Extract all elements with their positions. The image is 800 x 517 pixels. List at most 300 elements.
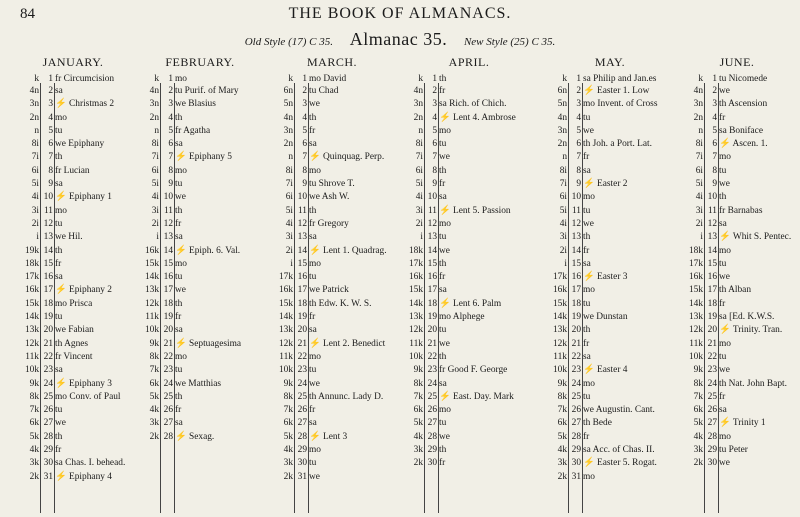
column-rule [718, 83, 719, 513]
day-number: 12 [707, 218, 717, 229]
moon-letter: 6k [283, 418, 293, 429]
day-number: 2 [48, 86, 53, 96]
moon-letter: k [288, 74, 293, 84]
day-entry: we [309, 378, 320, 389]
moon-letter: 9k [693, 365, 703, 376]
day-number: 8 [302, 165, 307, 176]
moon-letter: 5i [285, 205, 293, 216]
day-row [406, 417, 542, 430]
day-entry: tu [55, 125, 63, 136]
moon-letter: 13k [144, 285, 159, 296]
day-row [22, 231, 134, 244]
day-row [406, 245, 542, 258]
day-number: 7 [168, 152, 173, 163]
day-number: 16 [707, 272, 717, 283]
day-number: 18 [571, 298, 581, 309]
day-entry: th [55, 152, 63, 163]
day-number: 13 [707, 232, 717, 243]
moon-letter: 7k [693, 391, 703, 402]
day-entry: mo [583, 192, 595, 203]
day-number: 26 [571, 405, 581, 416]
day-entry: mo [175, 74, 187, 84]
day-number: 13 [297, 232, 307, 243]
day-number: 16 [163, 272, 173, 283]
day-entry: fr Barnabas [719, 205, 763, 216]
moon-letter: 16k [688, 272, 703, 283]
moon-letter: 6k [413, 405, 423, 416]
day-entry: we Patrick [309, 285, 349, 296]
day-entry: th Agnes [55, 338, 89, 349]
day-row [550, 471, 680, 484]
day-entry: tu [55, 405, 63, 416]
day-entry: fr [719, 112, 726, 123]
moon-letter: 7i [695, 152, 703, 163]
moon-letter: i [36, 232, 39, 243]
day-entry: tu [175, 272, 183, 283]
day-row [686, 324, 798, 337]
day-entry: tu Chad [309, 86, 339, 96]
moon-letter: 3k [557, 458, 567, 469]
day-row [22, 284, 134, 297]
day-row [22, 98, 134, 111]
day-entry: we Epiphany [55, 139, 105, 150]
moon-letter: k [562, 74, 567, 84]
day-row [22, 364, 134, 377]
day-entry: we [55, 418, 66, 429]
day-number: 19 [43, 312, 53, 323]
day-number: 3 [432, 99, 437, 110]
day-number: 25 [707, 391, 717, 402]
day-number: 26 [163, 405, 173, 416]
day-row [22, 218, 134, 231]
moon-letter: 8i [285, 165, 293, 176]
day-row [550, 417, 680, 430]
moon-letter: 10k [688, 351, 703, 362]
day-entry: we [175, 285, 186, 296]
day-number: 20 [427, 325, 437, 336]
day-entry: fr [175, 312, 182, 323]
day-number: 30 [571, 458, 581, 469]
day-number: 14 [163, 245, 173, 256]
day-entry: fr [719, 298, 726, 309]
day-entry: fr [439, 179, 446, 190]
day-entry: th Alban [719, 285, 752, 296]
day-number: 16 [297, 272, 307, 283]
day-entry: ⚡ Lent 4. Ambrose [439, 112, 516, 123]
day-number: 22 [163, 351, 173, 362]
day-number: 12 [571, 218, 581, 229]
day-entry: sa [175, 139, 183, 150]
day-row [686, 165, 798, 178]
day-row [686, 218, 798, 231]
moon-letter: 13k [408, 312, 423, 323]
moon-letter: 2k [29, 471, 39, 482]
moon-letter: 4i [285, 218, 293, 229]
day-row [686, 151, 798, 164]
month-title: JUNE. [719, 55, 755, 69]
day-number: 24 [297, 378, 307, 389]
moon-letter: 2n [557, 139, 567, 150]
moon-letter: 4i [415, 192, 423, 203]
day-row [22, 431, 134, 444]
day-entry: fr [439, 272, 446, 283]
day-number: 8 [712, 165, 717, 176]
moon-letter: 4k [29, 445, 39, 456]
new-style-label: New Style (25) C 35. [463, 36, 556, 48]
day-row [550, 112, 680, 125]
day-number: 15 [297, 258, 307, 269]
moon-letter: 2i [415, 218, 423, 229]
day-entry: fr [583, 431, 590, 442]
moon-letter: 4k [283, 445, 293, 456]
day-number: 1 [712, 74, 717, 84]
day-entry: mo Alphege [439, 312, 485, 323]
day-row [406, 364, 542, 377]
day-row [550, 178, 680, 191]
day-row [22, 85, 134, 98]
day-entry: th Edw. K. W. S. [309, 298, 372, 309]
moon-letter: 9k [283, 378, 293, 389]
day-number: 21 [163, 338, 173, 349]
moon-letter: 17k [24, 272, 39, 283]
month-first-day [276, 73, 398, 83]
day-row [406, 205, 542, 218]
day-number: 9 [432, 179, 437, 190]
day-number: 29 [43, 445, 53, 456]
moon-letter: 5k [149, 391, 159, 402]
column-rule [438, 83, 439, 513]
day-row [406, 457, 542, 470]
day-row [22, 471, 134, 484]
moon-letter: 2k [557, 471, 567, 482]
day-entry: sa [583, 165, 591, 176]
moon-letter: i [564, 258, 567, 269]
moon-letter: 6i [151, 165, 159, 176]
day-entry: fr [439, 458, 446, 469]
moon-letter: 2n [29, 112, 39, 123]
moon-letter: k [34, 74, 39, 84]
day-entry: ⚡ Quinquag. Perp. [309, 152, 385, 163]
moon-letter: 7i [285, 179, 293, 190]
day-entry: sa Acc. of Chas. II. [583, 445, 655, 456]
day-number: 2 [302, 86, 307, 96]
day-entry: ⚡ Sexag. [175, 431, 215, 442]
moon-letter: 6k [693, 405, 703, 416]
day-entry: fr [719, 391, 726, 402]
day-number: 24 [707, 378, 717, 389]
day-number: 27 [163, 418, 173, 429]
day-number: 20 [571, 325, 581, 336]
day-number: 15 [707, 258, 717, 269]
moon-letter: 3i [285, 232, 293, 243]
day-row [406, 112, 542, 125]
moon-letter: 3i [695, 205, 703, 216]
moon-letter: 13k [552, 325, 567, 336]
day-number: 14 [571, 245, 581, 256]
moon-letter: 10k [278, 365, 293, 376]
day-number: 11 [571, 205, 581, 216]
day-number: 12 [43, 218, 53, 229]
day-number: 9 [576, 179, 581, 190]
column-rule [54, 83, 55, 513]
old-style-label: Old Style (17) C 35. [244, 36, 333, 48]
day-number: 12 [427, 218, 437, 229]
day-row [686, 378, 798, 391]
day-row [22, 125, 134, 138]
day-row [550, 444, 680, 457]
day-number: 4 [48, 112, 53, 123]
moon-letter: 2n [413, 112, 423, 123]
day-entry: mo [55, 205, 67, 216]
day-entry: we Dunstan [583, 312, 628, 323]
day-number: 18 [427, 298, 437, 309]
day-row [406, 191, 542, 204]
day-row [686, 85, 798, 98]
day-entry: fr [309, 125, 316, 136]
almanac-title-line [0, 29, 800, 50]
day-row [22, 351, 134, 364]
day-row [550, 245, 680, 258]
day-entry: tu [439, 418, 447, 429]
day-number: 20 [163, 325, 173, 336]
day-row [22, 391, 134, 404]
month-first-day [686, 73, 798, 83]
day-number: 31 [43, 471, 53, 482]
day-row [22, 457, 134, 470]
day-entry: ⚡ Epiphany 5 [175, 152, 232, 163]
day-entry: we [719, 272, 730, 283]
moon-letter: n [288, 152, 293, 163]
moon-letter: 15k [24, 298, 39, 309]
day-entry: fr [55, 258, 62, 269]
day-number: 3 [168, 99, 173, 110]
day-row [550, 338, 680, 351]
day-number: 10 [571, 192, 581, 203]
day-number: 5 [432, 125, 437, 136]
day-entry: mo [719, 338, 731, 349]
day-number: 7 [48, 152, 53, 163]
moon-letter: 8k [149, 351, 159, 362]
day-entry: th Joh. a Port. Lat. [583, 139, 653, 150]
day-entry: sa [439, 285, 447, 296]
day-rows [686, 85, 798, 471]
day-entry: tu [309, 272, 317, 283]
day-number: 15 [163, 258, 173, 269]
day-number: 4 [432, 112, 437, 123]
day-row [406, 258, 542, 271]
day-entry: ⚡ Easter 3 [583, 272, 628, 283]
day-number: 29 [707, 445, 717, 456]
month-title: APRIL. [448, 55, 490, 69]
day-row [406, 231, 542, 244]
day-entry: ⚡ Easter 5. Rogat. [583, 458, 657, 469]
day-entry: tu [583, 391, 591, 402]
day-entry: tu [439, 325, 447, 336]
moon-letter: 17k [408, 258, 423, 269]
day-number: 21 [43, 338, 53, 349]
moon-letter: 3n [693, 99, 703, 110]
day-row [550, 231, 680, 244]
day-entry: fr Lucian [55, 165, 90, 176]
moon-letter: 3n [29, 99, 39, 110]
moon-letter: 13k [24, 325, 39, 336]
day-entry: fr [583, 338, 590, 349]
moon-letter: 14k [408, 298, 423, 309]
moon-letter: 6i [559, 192, 567, 203]
column-rule [160, 83, 161, 513]
day-entry: ⚡ Easter 2 [583, 179, 628, 190]
day-number: 23 [571, 365, 581, 376]
day-number: 3 [576, 99, 581, 110]
moon-letter: 12k [408, 325, 423, 336]
moon-letter: 3k [413, 445, 423, 456]
moon-letter: 14k [144, 272, 159, 283]
day-entry: we Augustin. Cant. [583, 405, 655, 416]
day-number: 25 [163, 391, 173, 402]
day-entry: we [719, 86, 730, 96]
column-rule [308, 83, 309, 513]
day-number: 22 [297, 351, 307, 362]
day-row [550, 151, 680, 164]
moon-letter: 11k [145, 312, 159, 323]
moon-letter: 11k [689, 338, 703, 349]
column-rule [294, 83, 295, 513]
column-rule [582, 83, 583, 513]
moon-letter: 18k [24, 258, 39, 269]
day-number: 2 [168, 86, 173, 96]
day-number: 31 [571, 471, 581, 482]
day-row [686, 284, 798, 297]
day-entry: we [439, 152, 450, 163]
day-number: 31 [297, 471, 307, 482]
day-number: 25 [571, 391, 581, 402]
day-number: 20 [43, 325, 53, 336]
moon-letter: 2k [149, 431, 159, 442]
day-entry: fr Agatha [175, 125, 211, 136]
day-number: 17 [163, 285, 173, 296]
day-row [22, 338, 134, 351]
moon-letter: 14k [688, 298, 703, 309]
day-entry: ⚡ Lent 5. Passion [439, 205, 511, 216]
day-entry: sa [583, 258, 591, 269]
day-entry: fr Good F. George [439, 365, 508, 376]
day-number: 12 [163, 218, 173, 229]
moon-letter: 5i [151, 179, 159, 190]
moon-letter: 7i [151, 152, 159, 163]
day-number: 30 [707, 458, 717, 469]
day-number: 13 [427, 232, 437, 243]
moon-letter: 4n [413, 86, 423, 96]
moon-letter: 2n [149, 112, 159, 123]
day-entry: fr [583, 152, 590, 163]
day-entry: fr [175, 405, 182, 416]
day-row [686, 178, 798, 191]
moon-letter: 5n [283, 99, 293, 110]
day-number: 4 [576, 112, 581, 123]
moon-letter: 5n [557, 99, 567, 110]
day-row [550, 404, 680, 417]
day-entry: mo [309, 351, 321, 362]
day-entry: fr Gregory [309, 218, 349, 229]
moon-letter: i [700, 232, 703, 243]
day-number: 4 [168, 112, 173, 123]
moon-letter: 15k [552, 298, 567, 309]
day-row [686, 404, 798, 417]
day-number: 29 [297, 445, 307, 456]
moon-letter: 7k [557, 405, 567, 416]
day-number: 17 [707, 285, 717, 296]
moon-letter: 2i [151, 218, 159, 229]
moon-letter: 3k [149, 418, 159, 429]
day-entry: tu [719, 258, 727, 269]
moon-letter: 15k [278, 298, 293, 309]
moon-letter: 15k [408, 285, 423, 296]
moon-letter: 7i [559, 179, 567, 190]
day-number: 4 [712, 112, 717, 123]
day-number: 13 [163, 232, 173, 243]
day-row [406, 444, 542, 457]
day-number: 14 [297, 245, 307, 256]
day-number: 30 [427, 458, 437, 469]
day-number: 14 [43, 245, 53, 256]
day-row [550, 324, 680, 337]
day-row [22, 298, 134, 311]
day-number: 19 [297, 312, 307, 323]
moon-letter: i [156, 232, 159, 243]
day-number: 26 [427, 405, 437, 416]
day-entry: we [439, 338, 450, 349]
moon-letter: 6n [283, 86, 293, 96]
day-entry: sa [175, 418, 183, 429]
day-row [406, 391, 542, 404]
moon-letter: 2i [559, 245, 567, 256]
moon-letter: 4k [693, 431, 703, 442]
day-row [406, 338, 542, 351]
day-number: 23 [707, 365, 717, 376]
day-number: 27 [43, 418, 53, 429]
day-entry: we [175, 192, 186, 203]
day-row [22, 258, 134, 271]
day-number: 5 [576, 125, 581, 136]
day-row [22, 112, 134, 125]
moon-letter: 4k [413, 431, 423, 442]
day-entry: mo [439, 218, 451, 229]
moon-letter: 4n [283, 112, 293, 123]
day-entry: tu [439, 232, 447, 243]
moon-letter: 5i [695, 179, 703, 190]
moon-letter: 10k [408, 351, 423, 362]
day-entry: sa [309, 232, 317, 243]
day-row [406, 311, 542, 324]
moon-letter: 12k [278, 338, 293, 349]
day-entry: fr [583, 245, 590, 256]
day-entry: th Annunc. Lady D. [309, 391, 384, 402]
moon-letter: 16k [552, 285, 567, 296]
day-number: 13 [571, 232, 581, 243]
day-number: 17 [297, 285, 307, 296]
moon-letter: 11k [279, 351, 293, 362]
day-number: 27 [707, 418, 717, 429]
day-entry: ⚡ Ascen. 1. [719, 139, 768, 150]
moon-letter: 6i [415, 165, 423, 176]
day-row [22, 191, 134, 204]
day-row [686, 245, 798, 258]
day-number: 20 [297, 325, 307, 336]
day-row [406, 284, 542, 297]
day-number: 15 [43, 258, 53, 269]
day-entry: mo [719, 245, 731, 256]
moon-letter: k [418, 74, 423, 84]
